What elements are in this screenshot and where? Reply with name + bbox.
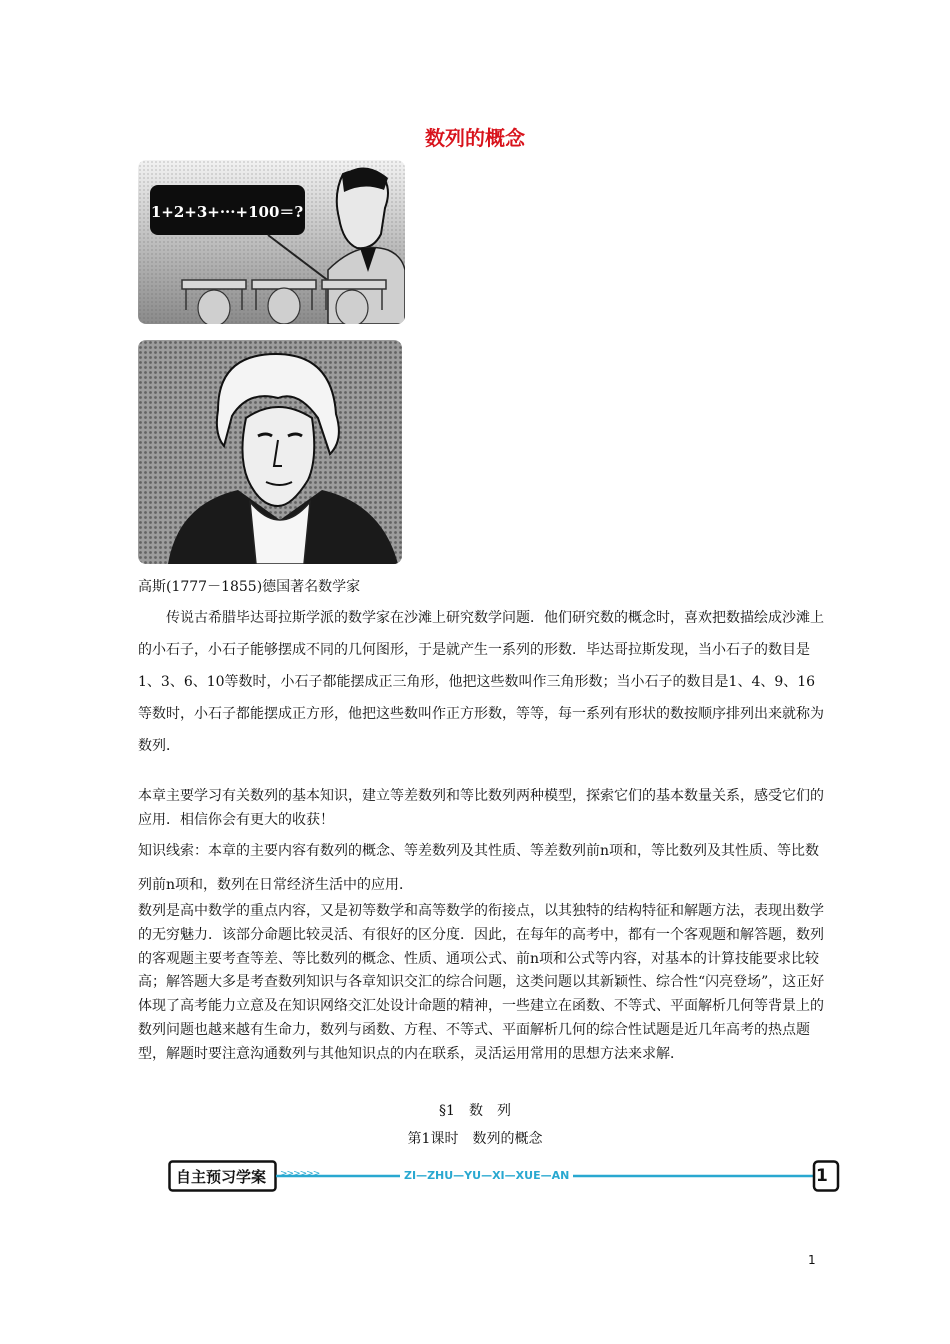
preview-banner bbox=[168, 1160, 840, 1194]
paragraph-legend: 传说古希腊毕达哥拉斯学派的数学家在沙滩上研究数学问题．他们研究数的概念时，喜欢把数描绘成沙滩上的小石子，小石子能够摆成不同的几何图形，于是就产生一系列的形数．毕达哥拉斯发现，当小石子的数目是1、3、6、10等数时，小石子都能摆成正三角形，他把这些数叫作三角形数；当小石子的数目是1、4、9、16等数时，小石子都能摆成正方形，他把这些数叫作正方形数，等等，每一系列有形状的数按顺序排列出来就称为数列． bbox=[138, 610, 824, 754]
classroom-illustration bbox=[138, 160, 405, 324]
banner-label: 自主预习学案 bbox=[176, 1168, 267, 1186]
classroom-drawing bbox=[138, 160, 405, 324]
portrait-drawing bbox=[138, 340, 402, 564]
paragraph-knowledge-clue: 知识线索：本章的主要内容有数列的概念、等差数列及其性质、等差数列前n项和，等比数列及其性质、等比数列前n项和，数列在日常经济生活中的应用． bbox=[138, 843, 820, 893]
section-heading: §1 数 列 bbox=[439, 1103, 511, 1119]
paragraph-exam-analysis: 数列是高中数学的重点内容，又是初等数学和高等数学的衔接点，以其独特的结构特征和解题方法，表现出数学的无穷魅力．该部分命题比较灵活、有很好的区分度．因此，在每年的高考中，都有一个客观题和解答题，数列的客观题主要考查等差、等比数列的概念、性质、通项公式、前n项和公式等内容，对基本的计算技能要求比较高；解答题大多是考查数列知识与各章知识交汇的综合问题，这类问题以其新颖性、综合性“闪亮登场”，这正好体现了高考能力立意及在知识网络交汇处设计命题的精神，一些建立在函数、不等式、平面解析几何等背景上的数列问题也越来越有生命力，数列与函数、方程、不等式、平面解析几何的综合性试题是近几年高考的热点题型，解题时要注意沟通数列与其他知识点的内在联系，灵活运用常用的思想方法来求解． bbox=[138, 903, 825, 1062]
gauss-portrait bbox=[138, 340, 402, 564]
banner-number: 1 bbox=[816, 1166, 828, 1186]
speech-text: 1+2+3+···+100＝? bbox=[150, 203, 304, 221]
lesson-heading: 第1课时 数列的概念 bbox=[407, 1131, 543, 1147]
paragraph-chapter-intro: 本章主要学习有关数列的基本知识，建立等差数列和等比数列两种模型，探索它们的基本数量关系，感受它们的应用．相信你会有更大的收获！ bbox=[138, 788, 824, 828]
page-number: 1 bbox=[808, 1253, 816, 1267]
banner-pinyin: ZI—ZHU—YU—XI—XUE—AN bbox=[400, 1169, 573, 1182]
banner-arrows: >>>>>> bbox=[280, 1169, 320, 1179]
portrait-caption: 高斯(1777－1855)德国著名数学家 bbox=[138, 579, 361, 595]
page-title: 数列的概念 bbox=[425, 126, 525, 150]
